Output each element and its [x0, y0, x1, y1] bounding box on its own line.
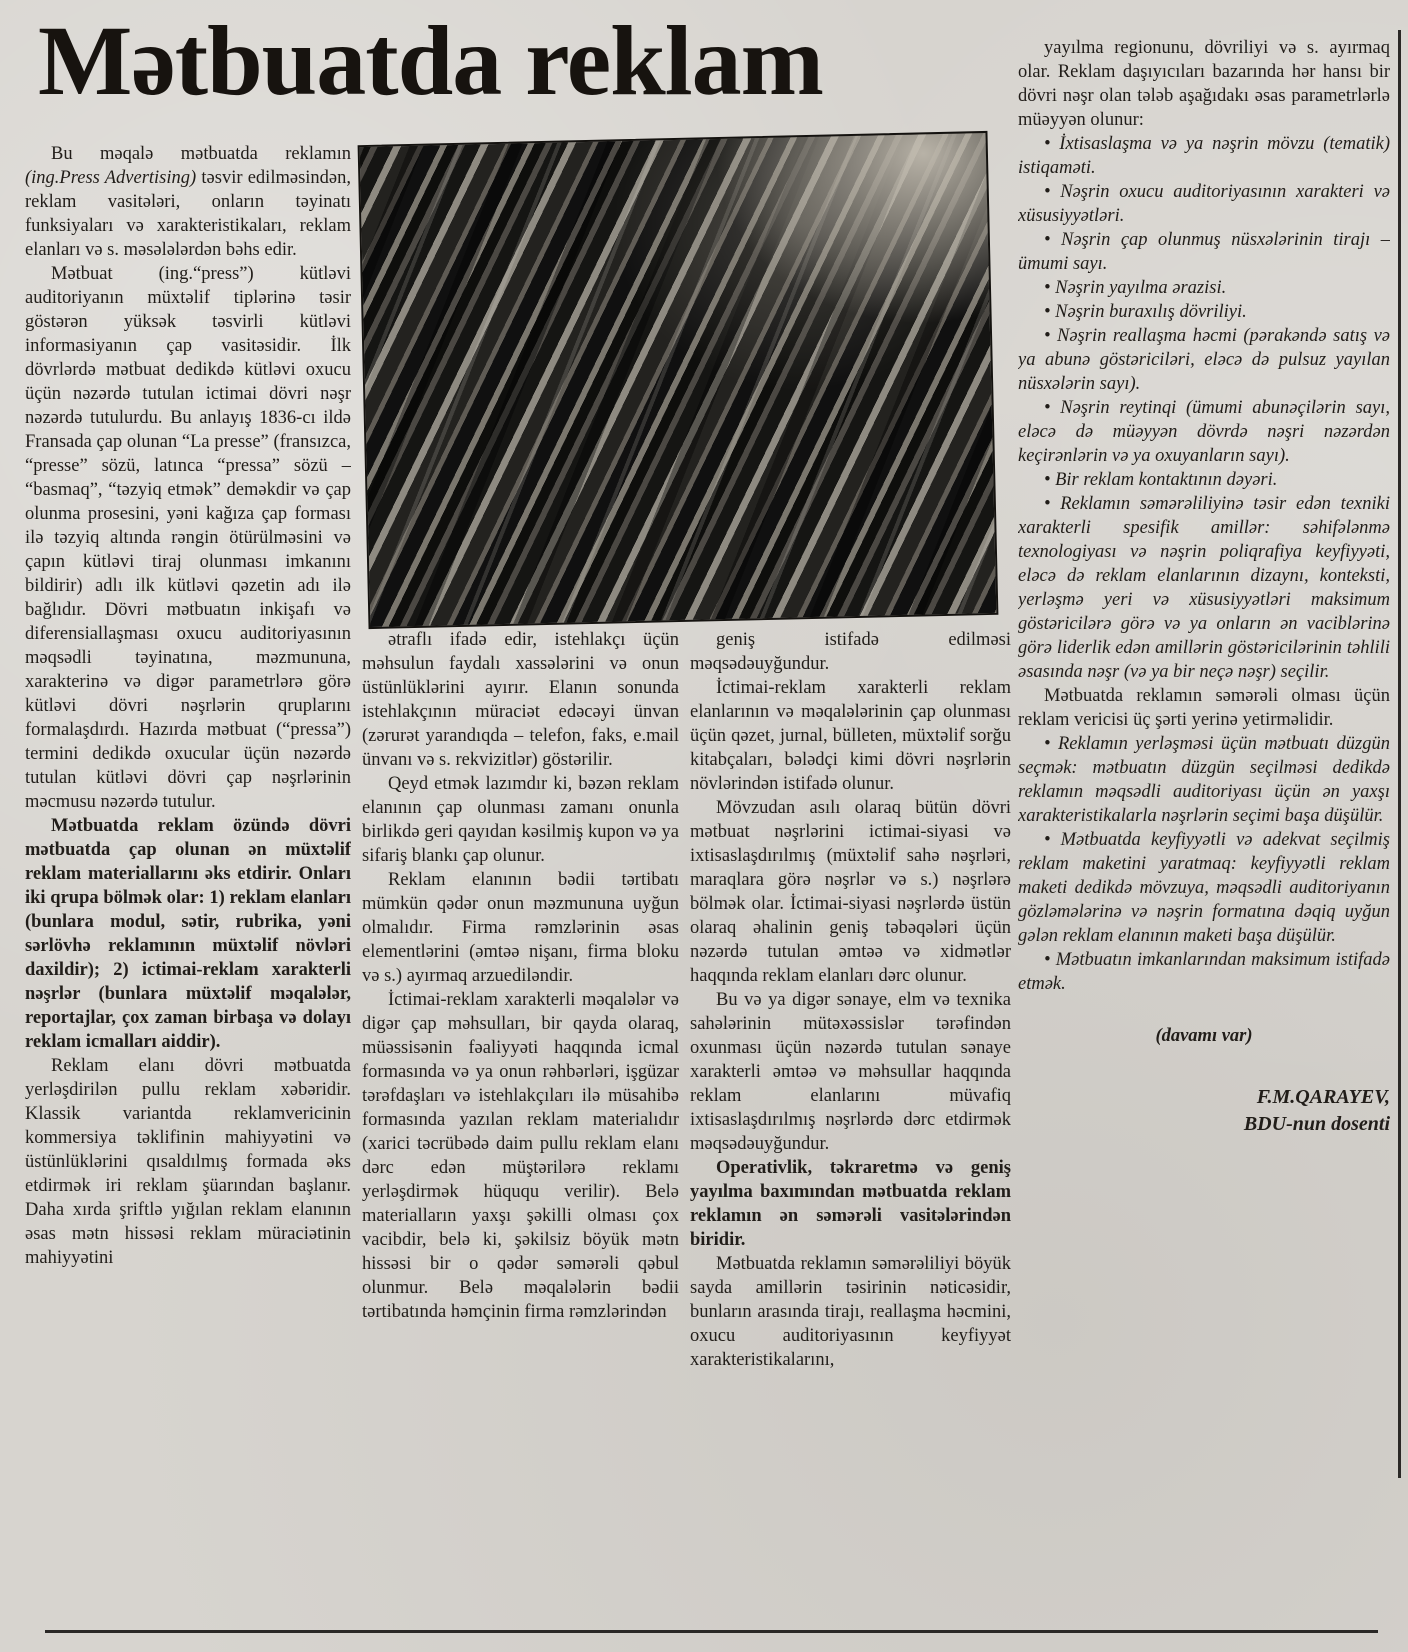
paragraph: geniş istifadə edilməsi məqsədəuyğundur.	[690, 630, 1011, 674]
column-1	[25, 142, 351, 1616]
byline-name: F.M.QARAYEV,	[1256, 1086, 1390, 1108]
bullet-item: • Nəşrin çap olunmuş nüsxələrinin tirajı – ümumi sayı.	[1018, 230, 1390, 274]
paragraph: Mövzudan asılı olaraq bütün dövri mətbuat nəşrlərini ictimai-siyasi və ixtisaslaşdırılmış (müxtəlif sahə nəşrləri, maraqlara görə nəşrlər və s.) nəşrlərə bölmək olar. İctimai-siyasi nəşrlərdə üstün olaraq əhalinin geniş təbəqələri üçün nəzərdə tutulan əmtəə və xidmətlər haqqında reklam elanları dərc olunur.	[690, 798, 1011, 986]
paragraph	[25, 142, 351, 262]
bullet-item: • Nəşrin buraxılış dövriliyi.	[1044, 302, 1247, 322]
article-title: Mətbuatda reklam	[38, 5, 823, 116]
paragraph: İctimai-reklam xarakterli reklam elanlarının və məqalələrinin çap olunması üçün qəzet, jurnal, bülleten, müxtəlif sorğu kitabçaları, bələdçi kimi dövri nəşrlərin növlərindən istifadə olunur.	[690, 678, 1011, 794]
bullet-item: • Reklamın səmərəliliyinə təsir edən texniki xarakterli spesifik amillər: səhifələnmə texnologiyası və nəşrin poliqrafiya keyfiyyəti, eləcə də reklam elanlarının dizaynı, konteksti, yerləşmə yeri və xüsusiyyətləri maksimum göstəricilərə görə və ya onların ən vaciblərinə görə liderlik edən amillərin göstəricilərinin təhlili əsasında nəşr (və ya bir neçə nəşr) seçilir.	[1018, 494, 1390, 682]
paragraph-bold: Mətbuatda reklam özündə dövri mətbuatda çap olunan ən müxtəlif reklam materiallarını əks etdirir. Onları iki qrupa bölmək olar: 1) reklam elanları (bunlara modul, sətir, rubrika, yəni sərlövhə reklamının müxtəlif növləri daxildir); 2) ictimai-reklam xarakterli nəşrlər (bunlara müxtəlif məqalələr, reportajlar, çox zaman birbaşa və dolayı reklam icmalları aiddir).	[25, 816, 351, 1052]
paragraph: Bu və ya digər sənaye, elm və texnika sahələrinin mütəxəssislər tərəfindən oxunması üçün nəzərdə tutulan sənaye xarakterli əmtəə və məhsullar haqqında reklam elanlarını müvafiq ixtisaslaşdırılmış nəşrlərdə dərc etdirmək məqsədəuyğundur.	[690, 990, 1011, 1154]
paragraph-text: təsvir edilməsindən, reklam vasitələri, onların təyinatı funksiyaları və xarakteristikaları, reklam elanları və s. məsələlərdən bəhs edir.	[25, 168, 351, 260]
byline	[1018, 1084, 1390, 1138]
bullet-item: • Nəşrin reytinqi (ümumi abunəçilərin sayı, eləcə də müəyyən dövrdə nəşri nəzərdən keçirənlərin və ya oxuyanların sayı).	[1018, 398, 1390, 466]
column-4	[1018, 36, 1390, 1620]
paragraph-text: Bu məqalə mətbuatda reklamın	[51, 144, 351, 164]
paragraph: Mətbuat (ing.“press”) kütləvi auditoriyanın müxtəlif tiplərinə təsir göstərən yüksək təsvirli kütləvi informasiyanın çap vasitəsidir. İlk dövrlərdə mətbuat dedikdə kütləvi oxucu üçün nəzərdə tutulan ictimai dövri nəşr nəzərdə tutulurdu. Bu anlayış 1836-cı ildə Fransada çap olunan “La presse” (fransızca, “presse” sözü, latınca “pressa” sözü – “basmaq”, “təzyiq etmək” deməkdir və çap olunma prosesini, yəni kağıza çap forması ilə təzyiq altında rəngin ötürülməsini və çapın kütləvi tiraj olunması imkanını bildirir) adlı ilk kütləvi qəzetin adı ilə bağlıdır. Dövri mətbuatın inkişafı və diferensiallaşması oxucu auditoriyasının məqsədli təyinatına, məzmununa, xarakterinə və digər parametrlərə görə kütləvi dövri nəşrlərin qruplarını formalaşdırdı. Hazırda mətbuat (“pressa”) termini dedikdə oxucular üçün nəzərdə tutulan kütləvi dövri çap nəşrlərinin məcmusu nəzərdə tutulur.	[25, 264, 351, 812]
paragraph-italic-text: (ing.Press Advertising)	[25, 168, 197, 188]
bullet-item: • Mətbuatın imkanlarından maksimum istifadə etmək.	[1018, 950, 1390, 994]
bullet-item: • Nəşrin oxucu auditoriyasının xarakteri və xüsusiyyətləri.	[1018, 182, 1390, 226]
bullet-item: • Mətbuatda keyfiyyətli və adekvat seçilmiş reklam maketini yaratmaq: keyfiyyətli reklam maketi dedikdə mövzuya, məqsədli auditoriyanın gözləmələrinə və nəşrin formatına dəqiq uyğun gələn reklam elanının maketi başa düşülür.	[1018, 830, 1390, 946]
paragraph-bold: Operativlik, təkraretmə və geniş yayılma baxımından mətbuatda reklam reklamın ən səmərəli vasitələrindən biridir.	[690, 1158, 1011, 1250]
byline-title: BDU-nun dosenti	[1243, 1113, 1390, 1135]
column-3	[690, 628, 1011, 1632]
paragraph: Mətbuatda reklamın səmərəliliyi böyük sayda amillərin təsirinin nəticəsidir, bunların arasında tirajı, reallaşma həcmini, oxucu auditoriyasının keyfiyyət xarakteristikalarını,	[690, 1254, 1011, 1370]
paragraph: yayılma regionunu, dövriliyi və s. ayırmaq olar. Reklam daşıyıcıları bazarında hər hansı bir dövri nəşr olan tələb aşağıdakı əsas parametrlərlə müəyyən olunur:	[1018, 38, 1390, 130]
paragraph: ətraflı ifadə edir, istehlakçı üçün məhsulun faydalı xassələrini və onun üstünlüklərini ayırır. Elanın sonunda istehlakçının müraciət edəcəyi ünvan (zərurət yarandıqda – telefon, faks, e.mail ünvanı və s. rekvizitlər) göstərilir.	[362, 630, 679, 770]
paragraph: Reklam elanının bədii tərtibatı mümkün qədər onun məzmununa uyğun olmalıdır. Firma rəmzlərinin əsas elementlərini (əmtəə nişanı, firma bloku və s.) ayırmaq arzuediləndir.	[362, 870, 679, 986]
bullet-item: • Reklamın yerləşməsi üçün mətbuatı düzgün seçmək: mətbuatın düzgün seçilməsi dedikdə reklamın məqsədli auditoriyası üçün ən yaxşı xarakteristikalarla nəşrlərin seçimi başa düşülür.	[1018, 734, 1390, 826]
bullet-item: • İxtisaslaşma və ya nəşrin mövzu (tematik) istiqaməti.	[1018, 134, 1390, 178]
continuation-note: (davamı var)	[1155, 1026, 1253, 1046]
column-2	[362, 628, 679, 1632]
bottom-rule	[45, 1630, 1378, 1633]
paragraph: İctimai-reklam xarakterli məqalələr və digər çap məhsulları, bir qayda olaraq, müəssisənin fəaliyyəti haqqında icmal formasında və ya onun rəhbərləri, işgüzar tərəfdaşları və istehlakçıları ilə müsahibə formasında yazılan reklam materialıdır (xarici təcrübədə daim pullu reklam elanı dərc edən müştərilərə reklamı yerləşdirmək hüququ verilir). Belə materialların yaxşı şəkilli olması çox vacibdir, belə ki, şəkilsiz böyük mətn hissəsi bir o qədər səmərəli qəbul olunmur. Belə məqalələrin bədii tərtibatında həmçinin firma rəmzlərindən	[362, 990, 679, 1322]
right-column-rule	[1398, 30, 1401, 1478]
paragraph: Reklam elanı dövri mətbuatda yerləşdirilən pullu reklam xəbəridir. Klassik variantda reklamvericinin kommersiya təklifinin mahiyyətini və üstünlüklərini qısaldılmış formada əks etdirmək iri reklam şüarından başlanır. Daha xırda şriftlə yığılan reklam elanının əsas mətn hissəsi reklam müraciətinin mahiyyətini	[25, 1056, 351, 1268]
bullet-item: • Nəşrin yayılma ərazisi.	[1044, 278, 1227, 298]
paragraph: Mətbuatda reklamın səmərəli olması üçün reklam vericisi üç şərti yerinə yetirməlidir.	[1018, 686, 1390, 730]
bullet-item: • Nəşrin reallaşma həcmi (pərakəndə satış və ya abunə göstəriciləri, eləcə də pulsuz yayılan nüsxələrin sayı).	[1018, 326, 1390, 394]
bullet-item: • Bir reklam kontaktının dəyəri.	[1044, 470, 1278, 490]
newspapers-photo	[358, 131, 999, 629]
paragraph: Qeyd etmək lazımdır ki, bəzən reklam elanının çap olunması zamanı onunla birlikdə geri qayıdan kəsilmiş kupon və ya sifariş blankı çap olunur.	[362, 774, 679, 866]
